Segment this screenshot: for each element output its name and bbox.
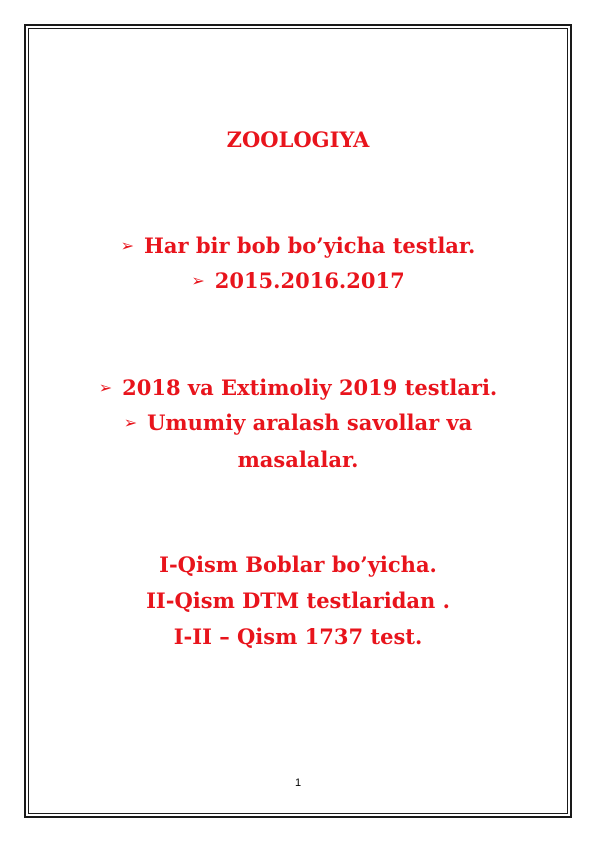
part-line-1: I-Qism Boblar bo’yicha. bbox=[159, 552, 437, 577]
bullet-text: 2018 va Extimoliy 2019 testlari. bbox=[122, 375, 498, 400]
bullet-text: Umumiy aralash savollar va bbox=[147, 410, 473, 435]
part-line-3: I-II – Qism 1737 test. bbox=[173, 624, 423, 649]
bullet-continuation: masalalar. bbox=[237, 447, 359, 472]
document-title: ZOOLOGIYA bbox=[226, 127, 370, 152]
bullet-item-chapters bbox=[0, 233, 596, 261]
page-number: 1 bbox=[294, 777, 302, 789]
bullet-item-2018-2019 bbox=[0, 375, 596, 403]
arrow-bullet-icon: ➢ bbox=[120, 236, 135, 255]
bullet-text: 2015.2016.2017 bbox=[214, 268, 405, 293]
arrow-bullet-icon: ➢ bbox=[191, 271, 205, 290]
bullet-text: Har bir bob bo’yicha testlar. bbox=[144, 233, 476, 258]
arrow-bullet-icon: ➢ bbox=[123, 413, 138, 432]
part-line-2: II-Qism DTM testlaridan . bbox=[146, 588, 450, 613]
bullet-item-mixed-questions bbox=[0, 410, 596, 438]
bullet-item-years bbox=[0, 268, 596, 296]
arrow-bullet-icon: ➢ bbox=[98, 378, 113, 397]
